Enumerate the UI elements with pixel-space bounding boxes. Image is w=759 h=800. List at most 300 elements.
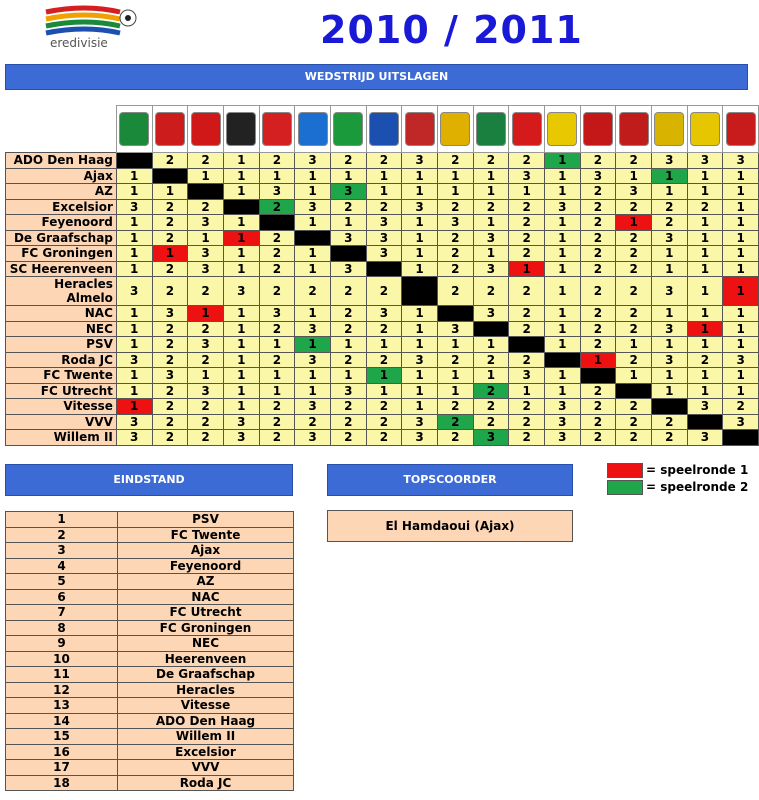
result-cell: 2 [616,230,652,246]
result-cell: 2 [330,277,366,306]
result-cell: 3 [295,352,331,368]
result-cell: 2 [580,321,616,337]
result-cell: 3 [188,261,224,277]
standings-position: 15 [6,729,118,745]
standings-position: 7 [6,605,118,621]
results-row [6,168,759,184]
results-row [6,246,759,262]
standings-club: PSV [118,512,294,528]
topscorer-value: El Hamdaoui (Ajax) [327,510,573,542]
result-cell: 2 [437,430,473,446]
result-cell: 2 [580,399,616,415]
result-cell: 2 [330,414,366,430]
team-name: Feyenoord [6,215,117,231]
standings-club: ADO Den Haag [118,713,294,729]
result-cell: 2 [188,321,224,337]
result-cell: 1 [544,246,580,262]
result-cell: 2 [651,414,687,430]
result-cell: 1 [544,368,580,384]
result-cell: 2 [295,414,331,430]
result-cell: 3 [402,430,438,446]
team-name: FC Groningen [6,246,117,262]
result-cell: 1 [402,399,438,415]
result-cell: 1 [687,215,723,231]
results-row [6,368,759,384]
standings-row [6,667,294,683]
standings-club: VVV [118,760,294,776]
az-icon [191,112,221,146]
result-cell: 2 [152,215,188,231]
result-cell: 3 [616,184,652,200]
standings-club: FC Utrecht [118,605,294,621]
result-cell: 2 [509,277,545,306]
diagonal-cell [295,230,331,246]
result-cell: 3 [473,261,509,277]
result-cell: 3 [152,368,188,384]
diagonal-cell [473,321,509,337]
result-cell: 3 [295,199,331,215]
result-cell: 2 [437,246,473,262]
result-cell: 2 [330,352,366,368]
result-cell: 1 [616,368,652,384]
result-cell: 3 [152,306,188,322]
standings-position: 8 [6,620,118,636]
result-cell: 2 [616,430,652,446]
result-cell: 2 [437,414,473,430]
result-cell: 2 [152,261,188,277]
result-cell: 3 [544,399,580,415]
result-cell: 3 [687,399,723,415]
result-cell: 2 [580,306,616,322]
result-cell: 3 [223,430,259,446]
result-cell: 1 [295,246,331,262]
result-cell: 3 [116,277,152,306]
standings-club: Willem II [118,729,294,745]
result-cell: 3 [509,368,545,384]
result-cell: 3 [402,199,438,215]
diagonal-cell [223,199,259,215]
result-cell: 2 [366,430,402,446]
standings-row [6,558,294,574]
result-cell: 2 [437,352,473,368]
standings-club: Heerenveen [118,651,294,667]
result-cell: 1 [366,368,402,384]
result-cell: 1 [188,168,224,184]
result-cell: 2 [687,199,723,215]
result-cell: 3 [330,184,366,200]
club-logo-cell [723,106,759,153]
result-cell: 1 [402,383,438,399]
result-cell: 2 [580,430,616,446]
result-cell: 1 [723,337,759,353]
result-cell: 2 [188,399,224,415]
result-cell: 3 [651,352,687,368]
standings-row [6,775,294,791]
team-name: VVV [6,414,117,430]
result-cell: 3 [116,430,152,446]
result-cell: 1 [651,261,687,277]
result-cell: 2 [259,430,295,446]
result-cell: 2 [152,399,188,415]
result-cell: 2 [330,306,366,322]
standings-row [6,744,294,760]
result-cell: 3 [330,383,366,399]
result-cell: 1 [152,246,188,262]
result-cell: 1 [116,184,152,200]
standings-position: 11 [6,667,118,683]
diagonal-cell [687,414,723,430]
club-logo-cell [580,106,616,153]
result-cell: 2 [259,414,295,430]
result-cell: 3 [687,430,723,446]
results-row [6,414,759,430]
result-cell: 1 [330,168,366,184]
willem-ii-icon [726,112,756,146]
result-cell: 1 [544,261,580,277]
standings-club: Ajax [118,543,294,559]
result-cell: 2 [152,430,188,446]
standings-position: 2 [6,527,118,543]
standings-row [6,636,294,652]
result-cell: 2 [366,277,402,306]
standings-club: AZ [118,574,294,590]
result-cell: 1 [473,168,509,184]
result-cell: 2 [473,153,509,169]
result-cell: 3 [651,321,687,337]
result-cell: 2 [152,414,188,430]
result-cell: 3 [295,399,331,415]
result-cell: 2 [616,199,652,215]
result-cell: 2 [473,199,509,215]
result-cell: 3 [330,261,366,277]
club-logo-cell [437,106,473,153]
result-cell: 3 [188,246,224,262]
result-cell: 3 [402,352,438,368]
result-cell: 1 [223,215,259,231]
result-cell: 1 [330,337,366,353]
standings-club: De Graafschap [118,667,294,683]
diagonal-cell [723,430,759,446]
standings-row [6,605,294,621]
result-cell: 1 [223,337,259,353]
result-cell: 2 [616,399,652,415]
results-row [6,337,759,353]
result-cell: 1 [295,368,331,384]
result-cell: 2 [580,184,616,200]
result-cell: 2 [330,430,366,446]
result-cell: 1 [687,383,723,399]
result-cell: 3 [366,306,402,322]
club-logo-cell [473,106,509,153]
team-name: Excelsior [6,199,117,215]
result-cell: 1 [723,368,759,384]
result-cell: 1 [723,321,759,337]
results-row [6,306,759,322]
result-cell: 1 [116,215,152,231]
diagonal-cell [188,184,224,200]
result-cell: 2 [509,306,545,322]
result-cell: 1 [437,184,473,200]
result-cell: 1 [188,306,224,322]
result-cell: 3 [437,321,473,337]
result-cell: 1 [473,184,509,200]
diagonal-cell [152,168,188,184]
standings-club: Excelsior [118,744,294,760]
result-cell: 1 [687,261,723,277]
team-name: Vitesse [6,399,117,415]
standings-row [6,651,294,667]
result-cell: 1 [402,184,438,200]
result-cell: 2 [473,414,509,430]
season-title: 2010 / 2011 [320,8,583,52]
result-cell: 2 [366,352,402,368]
result-cell: 2 [437,153,473,169]
club-logo-cell [616,106,652,153]
result-cell: 1 [616,337,652,353]
standings-club: FC Twente [118,527,294,543]
result-cell: 1 [402,246,438,262]
result-cell: 2 [616,352,652,368]
result-cell: 2 [580,414,616,430]
result-cell: 2 [509,352,545,368]
result-cell: 1 [651,184,687,200]
result-cell: 2 [580,277,616,306]
result-cell: 1 [687,306,723,322]
result-cell: 2 [152,337,188,353]
result-cell: 2 [473,383,509,399]
result-cell: 2 [509,199,545,215]
result-cell: 3 [544,199,580,215]
result-cell: 3 [723,352,759,368]
result-cell: 3 [651,230,687,246]
result-cell: 1 [116,383,152,399]
result-cell: 2 [473,399,509,415]
standings-club: NAC [118,589,294,605]
standings-position: 12 [6,682,118,698]
result-cell: 2 [366,153,402,169]
standings-position: 13 [6,698,118,714]
result-cell: 2 [330,199,366,215]
standings-club: Heracles [118,682,294,698]
team-name: FC Twente [6,368,117,384]
roda-jc-icon [547,112,577,146]
result-cell: 1 [188,368,224,384]
result-cell: 1 [116,337,152,353]
result-cell: 1 [544,321,580,337]
standings-row [6,620,294,636]
result-cell: 2 [259,352,295,368]
result-cell: 3 [116,199,152,215]
club-logo-cell [402,106,438,153]
result-cell: 1 [544,215,580,231]
result-cell: 2 [259,321,295,337]
result-cell: 1 [437,337,473,353]
excelsior-icon [226,112,256,146]
fc-utrecht-icon [619,112,649,146]
result-cell: 3 [366,215,402,231]
result-cell: 1 [723,230,759,246]
club-logo-cell [544,106,580,153]
nec-icon [476,112,506,146]
standings-row [6,574,294,590]
ajax-icon [155,112,185,146]
result-cell: 1 [616,215,652,231]
standings-club: FC Groningen [118,620,294,636]
result-cell: 2 [437,199,473,215]
result-cell: 1 [402,215,438,231]
result-cell: 2 [366,399,402,415]
result-cell: 1 [687,337,723,353]
results-row [6,199,759,215]
result-cell: 1 [544,337,580,353]
result-cell: 1 [687,368,723,384]
standings-position: 1 [6,512,118,528]
fc-twente-icon [583,112,613,146]
results-row [6,383,759,399]
ado-den-haag-icon [119,112,149,146]
result-cell: 1 [223,368,259,384]
club-logo-cell [152,106,188,153]
result-cell: 2 [188,352,224,368]
result-cell: 3 [473,230,509,246]
result-cell: 2 [616,321,652,337]
result-cell: 2 [580,199,616,215]
result-cell: 1 [402,337,438,353]
result-cell: 3 [544,414,580,430]
result-cell: 2 [259,399,295,415]
result-cell: 2 [188,199,224,215]
result-cell: 1 [723,215,759,231]
result-cell: 3 [687,153,723,169]
result-cell: 1 [651,306,687,322]
result-cell: 2 [580,153,616,169]
team-name: NEC [6,321,117,337]
standings-position: 4 [6,558,118,574]
result-cell: 2 [580,383,616,399]
standings-club: NEC [118,636,294,652]
result-cell: 1 [295,306,331,322]
result-cell: 1 [116,306,152,322]
result-cell: 1 [651,337,687,353]
result-cell: 2 [330,399,366,415]
result-cell: 1 [687,168,723,184]
team-name: SC Heerenveen [6,261,117,277]
standings-row [6,760,294,776]
result-cell: 3 [723,414,759,430]
result-cell: 2 [509,321,545,337]
result-cell: 1 [687,230,723,246]
result-cell: 2 [473,352,509,368]
standings-position: 5 [6,574,118,590]
result-cell: 2 [152,230,188,246]
results-row [6,399,759,415]
result-cell: 1 [544,153,580,169]
result-cell: 1 [437,383,473,399]
result-cell: 1 [116,368,152,384]
result-cell: 1 [616,168,652,184]
result-cell: 2 [616,246,652,262]
result-cell: 2 [152,321,188,337]
vvv-icon [690,112,720,146]
feyenoord-icon [262,112,292,146]
result-cell: 2 [509,414,545,430]
standings-position: 10 [6,651,118,667]
standings-row [6,698,294,714]
result-cell: 2 [259,246,295,262]
nac-icon [440,112,470,146]
result-cell: 2 [616,153,652,169]
result-cell: 1 [473,368,509,384]
result-cell: 1 [116,321,152,337]
club-logo-cell [259,106,295,153]
result-cell: 1 [580,352,616,368]
result-cell: 1 [473,215,509,231]
result-cell: 1 [723,184,759,200]
club-logo-cell [366,106,402,153]
result-cell: 1 [116,230,152,246]
standings-position: 18 [6,775,118,791]
standings-row [6,589,294,605]
diagonal-cell [580,368,616,384]
result-cell: 2 [509,399,545,415]
result-cell: 1 [651,383,687,399]
club-logo-cell [687,106,723,153]
team-name: Roda JC [6,352,117,368]
result-cell: 2 [152,277,188,306]
results-row [6,184,759,200]
result-cell: 1 [223,383,259,399]
standings-row [6,527,294,543]
result-cell: 1 [402,261,438,277]
result-cell: 1 [544,383,580,399]
result-cell: 2 [437,230,473,246]
result-cell: 1 [544,230,580,246]
result-cell: 3 [580,168,616,184]
result-cell: 1 [259,337,295,353]
de-graafschap-icon [298,112,328,146]
legend-label: = speelronde 2 [646,480,749,494]
result-cell: 2 [259,261,295,277]
club-logo-cell [509,106,545,153]
eredivisie-logo-icon [40,4,140,38]
standings-row [6,512,294,528]
result-cell: 2 [616,261,652,277]
result-cell: 3 [259,184,295,200]
result-cell: 3 [437,215,473,231]
result-cell: 1 [723,261,759,277]
club-logo-cell [188,106,224,153]
result-cell: 3 [402,414,438,430]
results-grid [5,105,759,446]
result-cell: 3 [651,153,687,169]
standings-row [6,543,294,559]
result-cell: 1 [259,368,295,384]
standings-position: 3 [6,543,118,559]
result-cell: 1 [402,368,438,384]
result-cell: 2 [509,153,545,169]
standings-row [6,729,294,745]
result-cell: 1 [223,153,259,169]
result-cell: 1 [330,368,366,384]
result-cell: 1 [116,261,152,277]
standings-row [6,713,294,729]
result-cell: 1 [687,184,723,200]
result-cell: 1 [295,215,331,231]
result-cell: 1 [723,199,759,215]
result-cell: 1 [402,306,438,322]
result-cell: 2 [152,199,188,215]
legend-swatch-red [607,463,643,478]
